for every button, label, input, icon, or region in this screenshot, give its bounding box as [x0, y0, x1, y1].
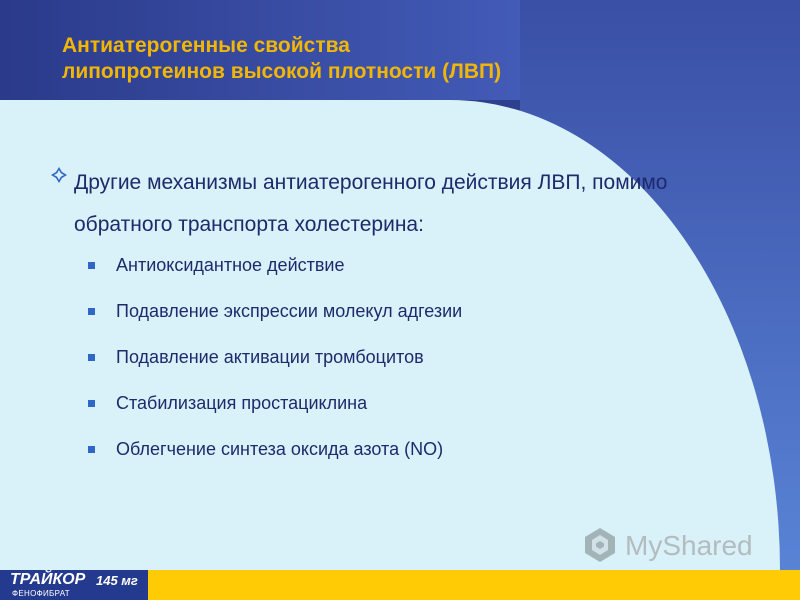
square-bullet-icon [88, 308, 95, 315]
brand-logo [0, 570, 148, 600]
square-bullet-icon [88, 400, 95, 407]
slide-title-line-2: липопротеинов высокой плотности (ЛВП) [62, 60, 502, 83]
list-item [88, 346, 648, 392]
square-bullet-icon [88, 354, 95, 361]
square-bullet-icon [88, 262, 95, 269]
list-item [88, 438, 648, 484]
diamond-bullet-icon [50, 166, 68, 184]
mechanisms-list [88, 254, 648, 484]
brand-substance: ФЕНОФИБРАТ [12, 589, 70, 598]
list-item [88, 300, 648, 346]
myshared-logo-icon [580, 525, 620, 565]
footer-bar [0, 570, 800, 600]
brand-name: ТРАЙКОР [10, 571, 86, 588]
main-point-text: Другие механизмы антиатерогенного действия ЛВП, помимо обратного транспорта холестерина: [74, 171, 668, 236]
watermark [580, 525, 780, 570]
watermark-text: MyShared [625, 530, 753, 561]
list-item-text: Антиоксидантное действие [116, 255, 345, 275]
list-item-text: Подавление активации тромбоцитов [116, 347, 424, 367]
slide-title-line-1: Антиатерогенные свойства [62, 34, 350, 57]
list-item [88, 254, 648, 300]
list-item [88, 392, 648, 438]
brand-dose: 145 мг [96, 573, 138, 588]
square-bullet-icon [88, 446, 95, 453]
list-item-text: Стабилизация простациклина [116, 393, 368, 413]
list-item-text: Подавление экспрессии молекул адгезии [116, 301, 463, 321]
slide-title [62, 33, 501, 85]
list-item-text: Облегчение синтеза оксида азота (NO) [116, 439, 444, 459]
